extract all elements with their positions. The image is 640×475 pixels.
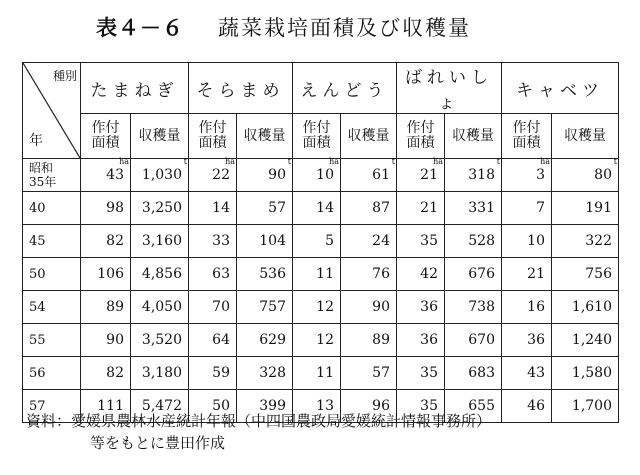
- cell-value: 36: [420, 332, 438, 348]
- yield-cell: [445, 357, 502, 390]
- cell-value: 1,610: [571, 299, 612, 315]
- area-cell: [502, 225, 552, 258]
- crop-header: たまねぎ: [81, 63, 189, 114]
- table-body: [23, 159, 619, 423]
- cell-value: 191: [585, 200, 612, 216]
- year-cell: 55: [23, 324, 81, 357]
- crop-header: えんどう: [293, 63, 397, 114]
- yield-cell: [552, 390, 619, 423]
- cell-value: 22: [212, 167, 230, 183]
- yield-cell: [552, 192, 619, 225]
- area-cell: [81, 291, 131, 324]
- area-cell: [189, 291, 237, 324]
- yield-cell: [237, 291, 293, 324]
- area-cell: [189, 324, 237, 357]
- yield-cell: [445, 291, 502, 324]
- cell-value: 46: [527, 398, 545, 414]
- yield-cell: [131, 159, 189, 192]
- area-cell: [81, 159, 131, 192]
- unit-label: ha: [540, 157, 550, 166]
- table-row: [23, 159, 619, 192]
- cell-value: 16: [527, 299, 545, 315]
- unit-label: ha: [433, 157, 443, 166]
- area-cell: [293, 357, 341, 390]
- cell-value: 14: [212, 200, 230, 216]
- area-cell: [293, 324, 341, 357]
- area-cell: [81, 192, 131, 225]
- yield-cell: [552, 291, 619, 324]
- crop-header: ばれいしょ: [397, 63, 502, 114]
- area-cell: [397, 357, 445, 390]
- cell-value: 318: [468, 167, 495, 183]
- area-cell: [502, 258, 552, 291]
- area-cell: [189, 192, 237, 225]
- corner-top-label: 種別: [52, 69, 77, 83]
- cell-value: 63: [212, 266, 230, 282]
- cell-value: 11: [316, 365, 334, 381]
- cell-value: 82: [106, 365, 124, 381]
- cell-value: 90: [106, 332, 124, 348]
- year-cell: 昭和 35年: [23, 159, 81, 192]
- yield-cell: [131, 324, 189, 357]
- cell-value: 21: [420, 167, 438, 183]
- table-caption: 蔬菜栽培面積及び収穫量: [218, 16, 471, 40]
- cell-value: 36: [527, 332, 545, 348]
- area-cell: [397, 324, 445, 357]
- unit-label: ha: [119, 157, 129, 166]
- cell-value: 59: [212, 365, 230, 381]
- cell-value: 89: [372, 332, 390, 348]
- area-cell: [293, 159, 341, 192]
- crop-header: キャベツ: [502, 63, 619, 114]
- cell-value: 24: [372, 233, 390, 249]
- cell-value: 43: [527, 365, 545, 381]
- cell-value: 87: [372, 200, 390, 216]
- area-cell: [397, 258, 445, 291]
- area-cell: [189, 159, 237, 192]
- cell-value: 70: [212, 299, 230, 315]
- cell-value: 3,180: [141, 365, 182, 381]
- yield-header: 収穫量: [237, 114, 293, 159]
- yield-cell: [341, 291, 397, 324]
- cell-value: 3: [536, 167, 545, 183]
- cell-value: 331: [468, 200, 495, 216]
- yield-cell: [341, 357, 397, 390]
- yield-cell: [131, 258, 189, 291]
- yield-cell: [445, 192, 502, 225]
- cell-value: 7: [536, 200, 545, 216]
- yield-cell: [131, 192, 189, 225]
- yield-cell: [341, 192, 397, 225]
- table-row: [23, 192, 619, 225]
- table-row: [23, 225, 619, 258]
- unit-label: ha: [225, 157, 235, 166]
- area-header: 作付 面積: [397, 114, 445, 159]
- cell-value: 536: [259, 266, 286, 282]
- cell-value: 1,700: [571, 398, 612, 414]
- corner-header: [23, 63, 81, 159]
- cell-value: 33: [212, 233, 230, 249]
- cell-value: 21: [527, 266, 545, 282]
- source-note: [26, 410, 491, 454]
- source-line-1: 愛媛県農林水産統計年報（中四国農政局愛媛統計情報事務所）: [71, 412, 492, 430]
- yield-cell: [237, 258, 293, 291]
- yield-cell: [445, 159, 502, 192]
- yield-header: 収穫量: [131, 114, 189, 159]
- cell-value: 3,520: [141, 332, 182, 348]
- cell-value: 676: [468, 266, 495, 282]
- area-cell: [502, 357, 552, 390]
- area-cell: [81, 357, 131, 390]
- yield-cell: [552, 159, 619, 192]
- area-cell: [293, 225, 341, 258]
- unit-label: t: [613, 157, 617, 166]
- cell-value: 1,580: [571, 365, 612, 381]
- area-header: 作付 面積: [81, 114, 131, 159]
- area-cell: [502, 324, 552, 357]
- cell-value: 104: [259, 233, 286, 249]
- year-cell: 45: [23, 225, 81, 258]
- cell-value: 10: [527, 233, 545, 249]
- area-cell: [502, 291, 552, 324]
- cell-value: 13: [316, 398, 334, 414]
- cell-value: 36: [420, 299, 438, 315]
- table-row: [23, 324, 619, 357]
- cell-value: 528: [468, 233, 495, 249]
- cell-value: 57: [372, 365, 390, 381]
- year-cell: 57: [23, 390, 81, 423]
- table-title: [96, 12, 471, 42]
- cell-value: 90: [372, 299, 390, 315]
- cell-value: 4,050: [141, 299, 182, 315]
- cell-value: 98: [106, 200, 124, 216]
- cell-value: 10: [316, 167, 334, 183]
- area-cell: [293, 291, 341, 324]
- cell-value: 43: [106, 167, 124, 183]
- cell-value: 61: [372, 167, 390, 183]
- cell-value: 96: [372, 398, 390, 414]
- unit-label: t: [183, 157, 187, 166]
- year-cell: 40: [23, 192, 81, 225]
- sub-header-row: [23, 114, 619, 159]
- cell-value: 683: [468, 365, 495, 381]
- cell-value: 655: [468, 398, 495, 414]
- yield-cell: [131, 225, 189, 258]
- yield-cell: [341, 225, 397, 258]
- area-cell: [397, 225, 445, 258]
- cell-value: 14: [316, 200, 334, 216]
- yield-cell: [131, 291, 189, 324]
- area-cell: [189, 258, 237, 291]
- yield-cell: [445, 324, 502, 357]
- area-cell: [189, 357, 237, 390]
- cell-value: 757: [259, 299, 286, 315]
- cell-value: 11: [316, 266, 334, 282]
- cell-value: 1,030: [141, 167, 182, 183]
- unit-label: t: [391, 157, 395, 166]
- area-cell: [293, 192, 341, 225]
- cell-value: 399: [259, 398, 286, 414]
- cell-value: 90: [268, 167, 286, 183]
- source-label: 資料：: [26, 412, 72, 430]
- cell-value: 629: [259, 332, 286, 348]
- source-line-2: 等をもとに豊田作成: [90, 434, 226, 452]
- cell-value: 4,856: [141, 266, 182, 282]
- cell-value: 3,250: [141, 200, 182, 216]
- unit-label: ha: [329, 157, 339, 166]
- cell-value: 756: [585, 266, 612, 282]
- cell-value: 35: [420, 233, 438, 249]
- cell-value: 57: [268, 200, 286, 216]
- cell-value: 1,240: [571, 332, 612, 348]
- cell-value: 42: [420, 266, 438, 282]
- yield-cell: [552, 258, 619, 291]
- yield-cell: [552, 324, 619, 357]
- unit-label: t: [287, 157, 291, 166]
- cell-value: 322: [585, 233, 612, 249]
- table-number: 表４－６: [96, 16, 184, 40]
- area-cell: [397, 192, 445, 225]
- yield-header: 収穫量: [552, 114, 619, 159]
- yield-cell: [237, 192, 293, 225]
- yield-cell: [341, 324, 397, 357]
- cell-value: 21: [420, 200, 438, 216]
- yield-cell: [237, 324, 293, 357]
- cell-value: 106: [97, 266, 124, 282]
- cell-value: 50: [212, 398, 230, 414]
- cell-value: 670: [468, 332, 495, 348]
- corner-bottom-label: 年: [29, 133, 43, 149]
- yield-header: 収穫量: [341, 114, 397, 159]
- crop-header: そらまめ: [189, 63, 293, 114]
- cell-value: 12: [316, 299, 334, 315]
- yield-header: 収穫量: [445, 114, 502, 159]
- area-cell: [293, 258, 341, 291]
- cell-value: 64: [212, 332, 230, 348]
- yield-cell: [445, 258, 502, 291]
- year-cell: 56: [23, 357, 81, 390]
- yield-cell: [552, 357, 619, 390]
- area-cell: [502, 390, 552, 423]
- area-cell: [81, 225, 131, 258]
- crop-header-row: [23, 63, 619, 114]
- table-row: [23, 258, 619, 291]
- cell-value: 5: [325, 233, 334, 249]
- area-cell: [397, 291, 445, 324]
- table-row: [23, 291, 619, 324]
- cell-value: 35: [420, 365, 438, 381]
- cell-value: 89: [106, 299, 124, 315]
- yield-cell: [237, 225, 293, 258]
- area-header: 作付 面積: [293, 114, 341, 159]
- area-cell: [189, 225, 237, 258]
- yield-cell: [237, 159, 293, 192]
- cell-value: 738: [468, 299, 495, 315]
- year-cell: 54: [23, 291, 81, 324]
- cell-value: 35: [420, 398, 438, 414]
- area-cell: [397, 159, 445, 192]
- cell-value: 12: [316, 332, 334, 348]
- cell-value: 80: [594, 167, 612, 183]
- yield-cell: [341, 159, 397, 192]
- area-cell: [502, 159, 552, 192]
- year-cell: 50: [23, 258, 81, 291]
- cell-value: 76: [372, 266, 390, 282]
- unit-label: t: [496, 157, 500, 166]
- table-row: [23, 357, 619, 390]
- cell-value: 3,160: [141, 233, 182, 249]
- area-cell: [502, 192, 552, 225]
- cell-value: 82: [106, 233, 124, 249]
- yield-cell: [237, 357, 293, 390]
- cell-value: 328: [259, 365, 286, 381]
- vegetable-table: [22, 62, 619, 423]
- area-header: 作付 面積: [189, 114, 237, 159]
- area-header: 作付 面積: [502, 114, 552, 159]
- yield-cell: [552, 225, 619, 258]
- yield-cell: [341, 258, 397, 291]
- cell-value: 111: [97, 398, 124, 414]
- cell-value: 5,472: [141, 398, 182, 414]
- yield-cell: [131, 357, 189, 390]
- area-cell: [81, 324, 131, 357]
- area-cell: [81, 258, 131, 291]
- yield-cell: [445, 225, 502, 258]
